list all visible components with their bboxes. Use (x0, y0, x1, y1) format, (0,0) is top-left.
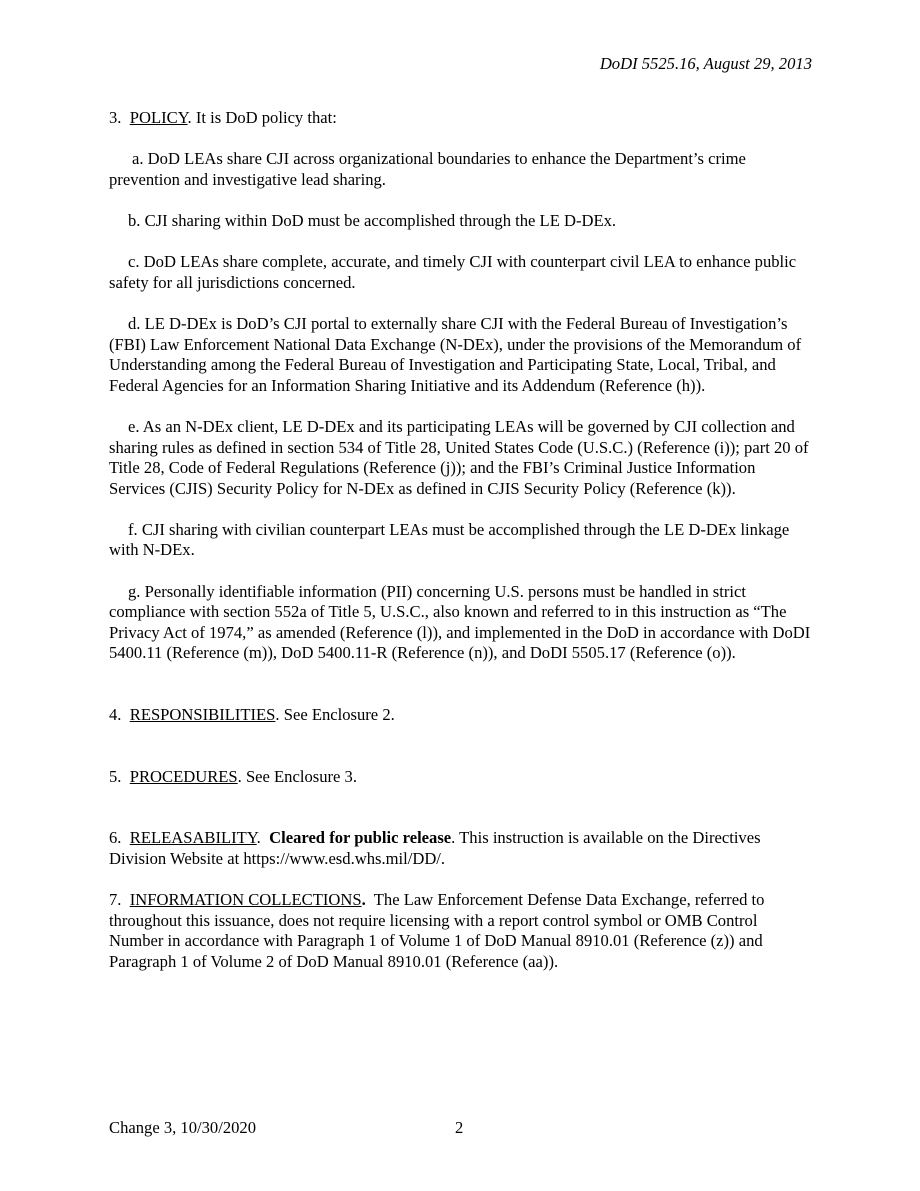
section-procedures (109, 767, 814, 788)
release-statement: Cleared for public release (269, 828, 452, 848)
section-heading: RESPONSIBILITIES (129, 705, 276, 725)
section-policy (109, 108, 814, 129)
policy-item-e: e. As an N-DEx client, LE D-DEx and its participating LEAs will be governed by CJI collection and sharing rules as defined in section 534 of Title 28, United States Code (U.S.C.) (Reference (i)); part 20 of Title 28, Code of Federal Regulations (Reference (j)); and the FBI’s Criminal Justice Information Services (CJIS) Security Policy for N-DEx as defined in CJIS Security Policy (Reference (k)). (109, 416, 809, 498)
section-separator: . (256, 828, 270, 848)
policy-item-c: c. DoD LEAs share complete, accurate, and timely CJI with counterpart civil LEA to enhance public safety for all jurisdictions concerned. (109, 252, 797, 292)
section-heading: RELEASABILITY (129, 828, 257, 848)
policy-item-f: f. CJI sharing with civilian counterpart LEAs must be accomplished through the LE D-DEx linkage with N-DEx. (109, 519, 790, 560)
policy-item-d: d. LE D-DEx is DoD’s CJI portal to externally share CJI with the Federal Bureau of Investigation’s (FBI) Law Enforcement National Data Exchange (N-DEx), under the provisions of the Memorandum of Understanding among the Federal Bureau of Investigation and Participating State, Local, Tribal, and Federal Agencies for an Information Sharing Initiative and its Addendum (Reference (h)). (109, 313, 802, 395)
section-separator: . (361, 890, 366, 909)
section-number: 6. (109, 828, 122, 848)
policy-item-a: a. DoD LEAs share CJI across organizational boundaries to enhance the Department’s crime prevention and investigative lead sharing. (109, 149, 746, 189)
section-number: 5. (109, 766, 122, 786)
section-releasability (109, 828, 814, 869)
section-number: 7. (109, 890, 122, 909)
section-text: . This instruction is available on the Directives Division Website at https://www.esd.whs.mil/DD/. (109, 828, 761, 868)
section-heading: POLICY (129, 108, 188, 127)
section-heading: PROCEDURES (129, 766, 238, 786)
section-heading: INFORMATION COLLECTIONS (129, 890, 362, 909)
section-information-collections (109, 890, 814, 972)
policy-item-g: g. Personally identifiable information (PII) concerning U.S. persons must be handled in strict compliance with section 552a of Title 5, U.S.C., also known and referred to in this instruction as “The Privacy Act of 1974,” as amended (Reference (l)), and implemented in the DoD in accordance with DoDI 5400.11 (Reference (m)), DoD 5400.11-R (Reference (n)), and DoDI 5505.17 (Reference (o)). (109, 581, 811, 663)
section-number: 3. (109, 108, 122, 127)
page-content (109, 108, 814, 972)
footer-change: Change 3, 10/30/2020 (109, 1118, 257, 1137)
policy-item-b: b. CJI sharing within DoD must be accomplished through the LE D-DEx. (128, 210, 617, 230)
section-text: . See Enclosure 3. (237, 766, 357, 786)
section-intro: . It is DoD policy that: (187, 108, 337, 127)
section-responsibilities (109, 705, 814, 726)
page-number: 2 (455, 1118, 464, 1137)
document-header: DoDI 5525.16, August 29, 2013 (599, 54, 812, 73)
section-text: . See Enclosure 2. (275, 705, 395, 725)
section-number: 4. (109, 705, 122, 725)
section-text: The Law Enforcement Defense Data Exchange, referred to throughout this issuance, does not require licensing with a report control symbol or OMB Control Number in accordance with Paragraph 1 of Volume 1 of DoD Manual 8910.01 (Reference (z)) and Paragraph 1 of Volume 2 of DoD Manual 8910.01 (Reference (aa)). (109, 890, 769, 971)
